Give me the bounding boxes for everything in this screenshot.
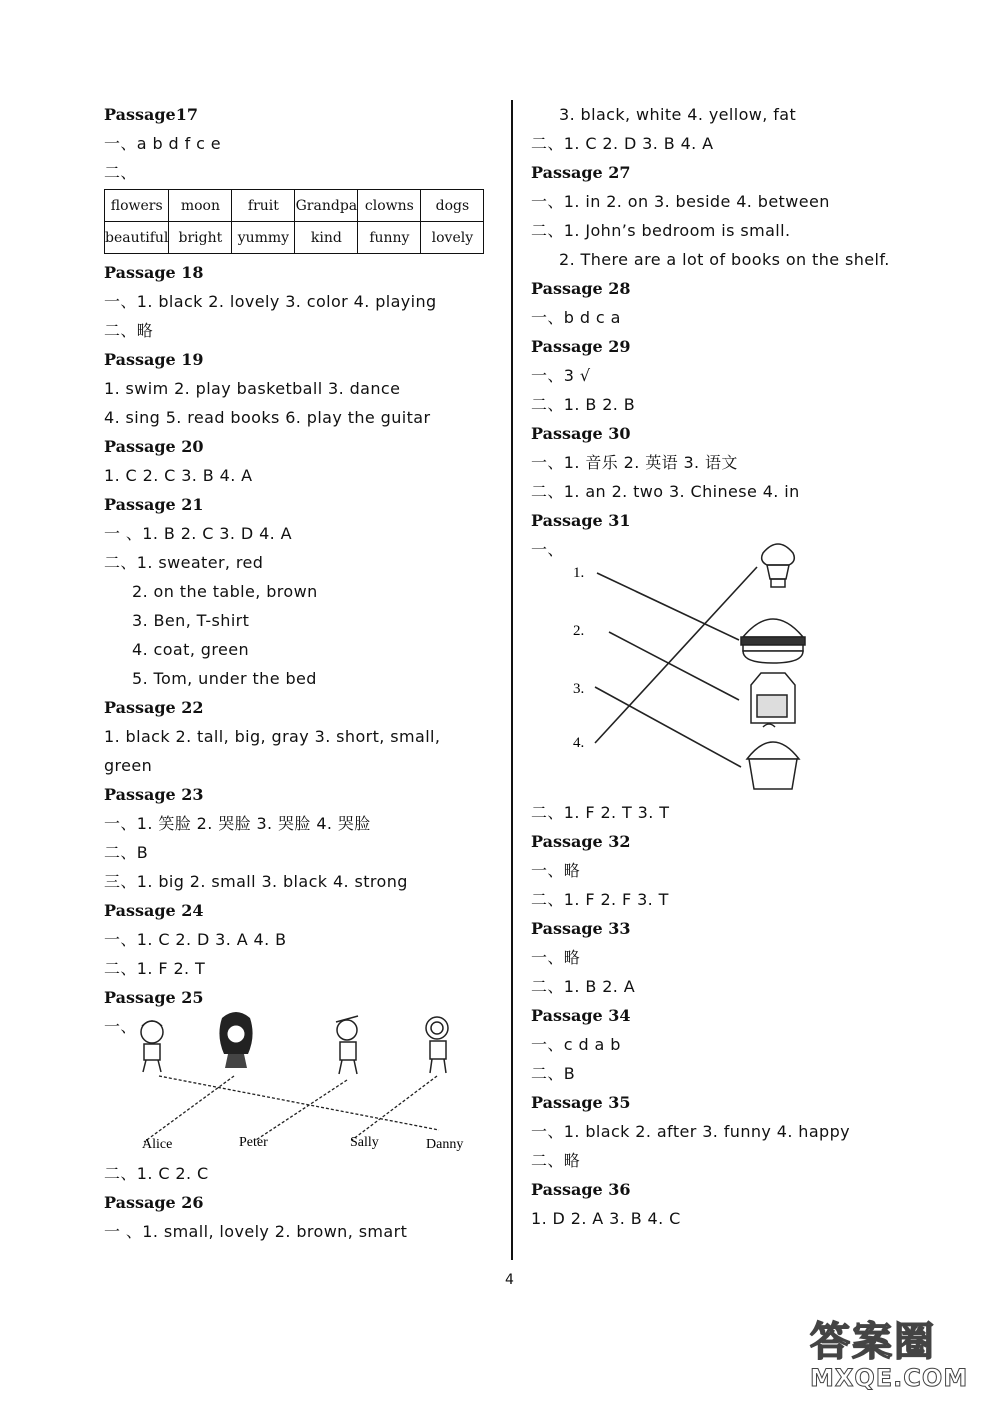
food-matching-drawing (531, 535, 951, 798)
answer-line: 二、1. F 2. T 3. T (531, 803, 670, 822)
table-cell: fruit (232, 190, 295, 222)
kid-name-label: Alice (142, 1137, 173, 1152)
answer-line: 二、1. B 2. B (531, 395, 636, 414)
answer-line: 5. Tom, under the bed (132, 669, 317, 688)
page-number: 4 (505, 1272, 514, 1288)
answer-line: 一、 (531, 540, 564, 559)
milk-carton-icon (751, 673, 795, 723)
passage-title: Passage 34 (531, 1006, 631, 1025)
answer-line: green (104, 756, 153, 775)
kid-figure-icon (426, 1017, 448, 1073)
answer-line: 二、 (104, 163, 137, 182)
table-cell: dogs (421, 190, 484, 222)
passage-title: Passage 23 (104, 785, 204, 804)
kid-name-label: Sally (350, 1135, 379, 1150)
kid-name-label: Danny (426, 1137, 464, 1152)
answer-line: 二、略 (104, 321, 154, 340)
answer-line: 二、1. John’s bedroom is small. (531, 221, 791, 240)
passage-title: Passage 21 (104, 495, 204, 514)
table-cell: kind (295, 222, 358, 254)
word-table (104, 189, 484, 254)
match-number: 2. (573, 623, 585, 639)
passage-title: Passage 32 (531, 832, 631, 851)
answer-line: 1. black 2. tall, big, gray 3. short, small, (104, 727, 441, 746)
answer-line: 一、1. in 2. on 3. beside 4. between (531, 192, 830, 211)
match-lines (595, 567, 757, 767)
passage-title: Passage 30 (531, 424, 631, 443)
answer-line: 一、1. 音乐 2. 英语 3. 语文 (531, 453, 738, 472)
answer-line: 二、B (104, 843, 149, 862)
match-lines (144, 1076, 439, 1142)
table-cell: beautiful (105, 222, 169, 254)
table-cell: moon (169, 190, 232, 222)
passage-title: Passage 24 (104, 901, 204, 920)
passage-title: Passage 27 (531, 163, 631, 182)
answer-line: 1. D 2. A 3. B 4. C (531, 1209, 681, 1228)
passage-title: Passage 31 (531, 511, 631, 530)
answer-line: 一 、1. small, lovely 2. brown, smart (104, 1222, 408, 1241)
passage-title: Passage 25 (104, 988, 204, 1007)
table-cell: flowers (105, 190, 169, 222)
watermark-text: 答案圈 (810, 1319, 936, 1365)
passage-title: Passage 36 (531, 1180, 631, 1199)
table-cell: clowns (358, 190, 421, 222)
girl-figure-icon (219, 1012, 252, 1068)
passage-title: Passage 18 (104, 263, 204, 282)
kid-figure-icon (336, 1016, 358, 1074)
answer-line: 二、1. C 2. C (104, 1164, 209, 1183)
answer-line: 一、 (104, 1017, 137, 1036)
passage-title: Passage 20 (104, 437, 204, 456)
answer-line: 二、1. an 2. two 3. Chinese 4. in (531, 482, 800, 501)
answer-line: 3. Ben, T-shirt (132, 611, 250, 630)
table-cell: lovely (421, 222, 484, 254)
passage-title: Passage 29 (531, 337, 631, 356)
answer-line: 一、1. black 2. after 3. funny 4. happy (531, 1122, 851, 1141)
table-cell: bright (169, 222, 232, 254)
answer-line: 三、1. big 2. small 3. black 4. strong (104, 872, 408, 891)
answer-line: 4. coat, green (132, 640, 249, 659)
answer-line: 一、1. black 2. lovely 3. color 4. playing (104, 292, 437, 311)
passage-title: Passage17 (104, 105, 198, 124)
right-column (531, 100, 951, 1233)
match-number: 4. (573, 735, 585, 751)
answer-line: 一 、1. B 2. C 3. D 4. A (104, 524, 292, 543)
watermark-url: MXQE.COM (810, 1364, 969, 1392)
passage-title: Passage 28 (531, 279, 631, 298)
cupcake-icon (747, 724, 799, 789)
matching-figure-kids (104, 1012, 499, 1159)
table-cell: yummy (232, 222, 295, 254)
answer-line: 一、b d c a (531, 308, 621, 327)
answer-line: 二、1. F 2. F 3. T (531, 890, 669, 909)
ice-cream-icon (762, 544, 795, 587)
answer-line: 2. There are a lot of books on the shelf. (559, 250, 890, 269)
table-cell: funny (358, 222, 421, 254)
passage-title: Passage 26 (104, 1193, 204, 1212)
answer-line: 一、略 (531, 861, 581, 880)
answer-line: 二、1. sweater, red (104, 553, 264, 572)
answer-line: 1. swim 2. play basketball 3. dance (104, 379, 401, 398)
matching-figure-food (531, 535, 951, 798)
kids-matching-drawing (104, 1012, 499, 1159)
match-number: 3. (573, 681, 585, 697)
hamburger-icon (741, 619, 805, 663)
column-divider (511, 100, 513, 1260)
answer-line: 一、a b d f c e (104, 134, 222, 153)
answer-line: 二、1. B 2. A (531, 977, 636, 996)
left-column (104, 100, 499, 1246)
answer-line: 一、3 √ (531, 366, 591, 385)
answer-line: 3. black, white 4. yellow, fat (559, 105, 797, 124)
kid-name-label: Peter (239, 1135, 268, 1150)
answer-line: 1. C 2. C 3. B 4. A (104, 466, 253, 485)
watermark-logo (810, 1320, 995, 1400)
answer-line: 二、1. F 2. T (104, 959, 206, 978)
table-cell: Grandpa (295, 190, 358, 222)
passage-title: Passage 33 (531, 919, 631, 938)
answer-line: 二、1. C 2. D 3. B 4. A (531, 134, 714, 153)
answer-line: 2. on the table, brown (132, 582, 318, 601)
answer-line: 一、1. 笑脸 2. 哭脸 3. 哭脸 4. 哭脸 (104, 814, 371, 833)
passage-title: Passage 19 (104, 350, 204, 369)
match-number: 1. (573, 565, 585, 581)
answer-line: 二、略 (531, 1151, 581, 1170)
answer-line: 一、1. C 2. D 3. A 4. B (104, 930, 287, 949)
passage-title: Passage 22 (104, 698, 204, 717)
answer-line: 一、c d a b (531, 1035, 621, 1054)
answer-line: 二、B (531, 1064, 576, 1083)
kid-figure-icon (141, 1021, 163, 1072)
answer-line: 一、略 (531, 948, 581, 967)
passage-title: Passage 35 (531, 1093, 631, 1112)
answer-line: 4. sing 5. read books 6. play the guitar (104, 408, 431, 427)
